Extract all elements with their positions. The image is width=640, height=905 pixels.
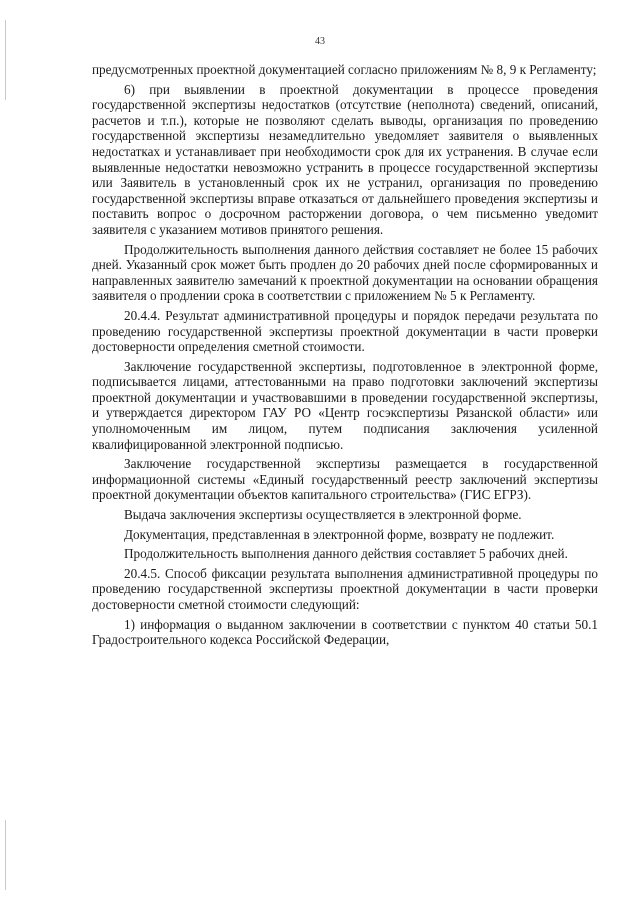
paragraph-item-1: 1) информация о выданном заключении в соответствии с пунктом 40 статьи 50.1 Градостроительного кодекса Российской Федерации, — [92, 616, 598, 648]
document-body — [92, 62, 598, 652]
scan-edge-mark-bottom — [5, 820, 6, 890]
paragraph-section-20-4-5: 20.4.5. Способ фиксации результата выполнения административной процедуры по проведению государственной экспертизы проектной документации в части проверки достоверности сметной стоимости следующий: — [92, 565, 598, 612]
scan-edge-mark-top — [5, 20, 6, 100]
paragraph-section-20-4-4: 20.4.4. Результат административной процедуры и порядок передачи результата по проведению государственной экспертизы проектной документации в части проверки достоверности определения сметной стоимости. — [92, 307, 598, 355]
paragraph-electronic-issue: Выдача заключения экспертизы осуществляется в электронной форме. — [124, 507, 522, 523]
paragraph-conclusion-placement: Заключение государственной экспертизы размещается в государственной информационной системы «Единый государственный реестр заключений экспертизы проектной документации объектов капитального строительства» (ГИС ЕГРЗ). — [92, 456, 598, 503]
paragraph-duration-5-days: Продолжительность выполнения данного действия составляет 5 рабочих дней. — [124, 546, 568, 562]
paragraph-duration-15-days: Продолжительность выполнения данного действия составляет не более 15 рабочих дней. Указанный срок может быть продлен до 20 рабочих дней после сформированных и направленных заявителю замечаний к проектной документации на основании обращения заявителя о продлении срока в соответствии с приложением № 5 к Регламенту. — [92, 241, 598, 304]
page-number: 43 — [315, 36, 325, 47]
paragraph-no-return: Документация, представленная в электронной форме, возврату не подлежит. — [124, 526, 555, 542]
paragraph-conclusion-signing: Заключение государственной экспертизы, подготовленное в электронной форме, подписывается лицами, аттестованными на право подготовки заключений экспертизы проектной документации и участвовавшими в проведении государственной экспертизы, и утверждается директором ГАУ РО «Центр госэкспертизы Рязанской области» или уполномоченным им лицом, путем подписания заключения усиленной квалифицированной электронной подписью. — [92, 358, 598, 452]
paragraph-continuation: предусмотренных проектной документацией согласно приложениям № 8, 9 к Регламенту; — [92, 62, 597, 77]
paragraph-item-6: 6) при выявлении в проектной документации в процессе проведения государственной экспертизы недостатков (отсутствие (неполнота) сведений, описаний, расчетов и т.п.), которые не позволяют сделать выводы, организация по проведению государственной экспертизы незамедлительно уведомляет заявителя о выявленных недостатках и устанавливает при необходимости срок для их устранения. В случае если выявленные недостатки невозможно устранить в процессе государственной экспертизы или Заявитель в установленный срок их не устранил, организация по проведению государственной экспертизы вправе отказаться от дальнейшего проведения экспертизы и поставить вопрос о досрочном расторжении договора, о чем письменно уведомит заявителя с указанием мотивов принятого решения. — [92, 81, 598, 237]
